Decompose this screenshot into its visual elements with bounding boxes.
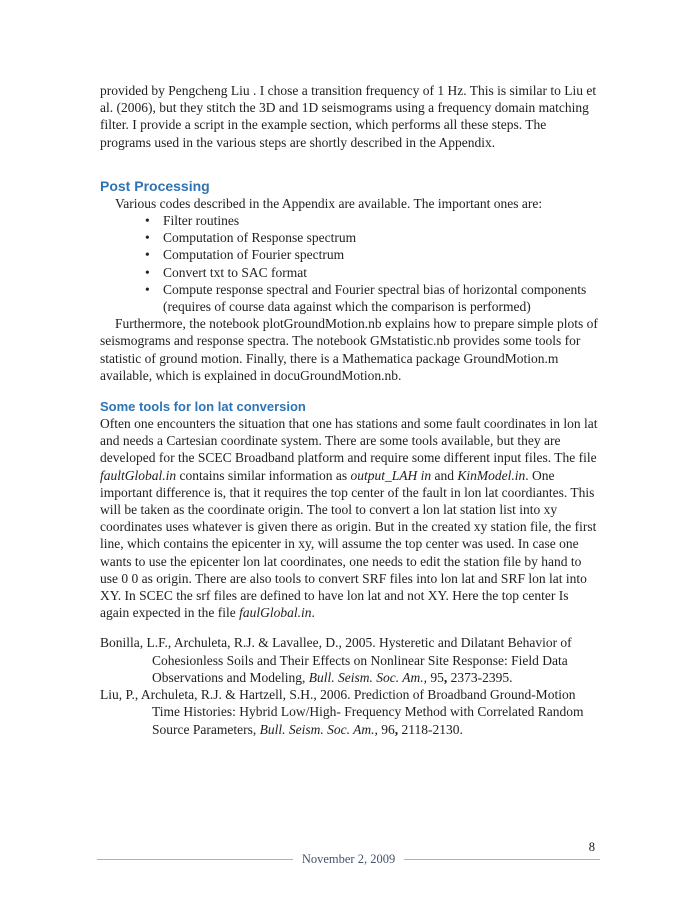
lonlat-paragraph: Often one encounters the situation that one has stations and some fault coordinates in lon lat and needs a Cartesian coordinate system. There are some tools available, but they are developed for the SCEC Broadband platform and require some different input files. The file faultGlobal.in contains similar information as output_LAH in and KinModel.in. One important difference is, that it requires the top center of the fault in lon lat coordiantes. This will be taken as the coordinate origin. The tool to convert a lon lat station list into xy coordinates uses whatever is given there as origin. But in the created xy station file, the first line, which contains the epicenter in xy, will assume the top center was used. In case one wants to use the epicenter lon lat coordinates, one needs to edit the station file by hand to use 0 0 as origin. There are also tools to convert SRF files into lon lat and SRF lon lat into XY. In SCEC the srf files are defined to have lon lat and not XY. Here the top center Is again expected in the file faulGlobal.in. — [100, 416, 598, 621]
reference-entry: Bonilla, L.F., Archuleta, R.J. & Lavallee, D., 2005. Hysteretic and Dilatant Behavior of Cohesionless Soils and Their Effects on Nonlinear Site Response: Field Data Observations and Modeling, Bull. Seism. Soc. Am., 95, 2373-2395. — [100, 635, 572, 685]
post-processing-intro: Various codes described in the Appendix are available. The important ones are: — [115, 195, 543, 211]
footer-date: November 2, 2009 — [301, 852, 396, 866]
bullet-icon: • — [145, 230, 150, 246]
footer-rule-right — [404, 859, 600, 860]
list-item — [100, 229, 600, 246]
section-heading-post-processing: Post Processing — [100, 177, 210, 194]
page-number: 8 — [588, 840, 595, 854]
post-processing-bullet-list — [100, 212, 600, 315]
list-item — [100, 281, 600, 315]
reference-list — [100, 634, 600, 737]
list-item — [100, 246, 600, 263]
footer-rule-left — [97, 859, 293, 860]
page-content — [100, 82, 600, 738]
list-item-text: Compute response spectral and Fourier spectral bias of horizontal components (requires of course data against which the comparison is performed) — [163, 281, 587, 315]
list-item-text: Convert txt to SAC format — [163, 264, 307, 280]
list-item — [100, 264, 600, 281]
bullet-icon: • — [145, 213, 150, 229]
bullet-icon: • — [145, 264, 150, 280]
list-item — [100, 212, 600, 229]
bullet-icon: • — [145, 281, 150, 297]
furthermore-paragraph: Furthermore, the notebook plotGroundMotion.nb explains how to prepare simple plots of seismograms and response spectra. The notebook GMstatistic.nb provides some tools for statistic of ground motion. Finally, there is a Mathematica package GroundMotion.m available, which is explained in docuGroundMotion.nb. — [100, 316, 598, 383]
list-item-text: Filter routines — [163, 213, 240, 229]
list-item-text: Computation of Fourier spectrum — [163, 247, 345, 263]
list-item-text: Computation of Response spectrum — [163, 230, 357, 246]
bullet-icon: • — [145, 247, 150, 263]
intro-paragraph: provided by Pengcheng Liu . I chose a transition frequency of 1 Hz. This is similar to Liu et al. (2006), but they stitch the 3D and 1D seismograms using a frequency domain matching filter. I provide a script in the example section, which performs all these steps. The programs used in the various steps are shortly described in the Appendix. — [100, 83, 597, 150]
page-footer — [97, 852, 600, 867]
reference-entry: Liu, P., Archuleta, R.J. & Hartzell, S.H., 2006. Prediction of Broadband Ground-Motion Time Histories: Hybrid Low/High- Frequency Method with Correlated Random Source Parameters, Bull. Seism. Soc. Am., 96, 2118-2130. — [100, 687, 584, 737]
section-heading-lonlat-conversion: Some tools for lon lat conversion — [100, 399, 306, 415]
